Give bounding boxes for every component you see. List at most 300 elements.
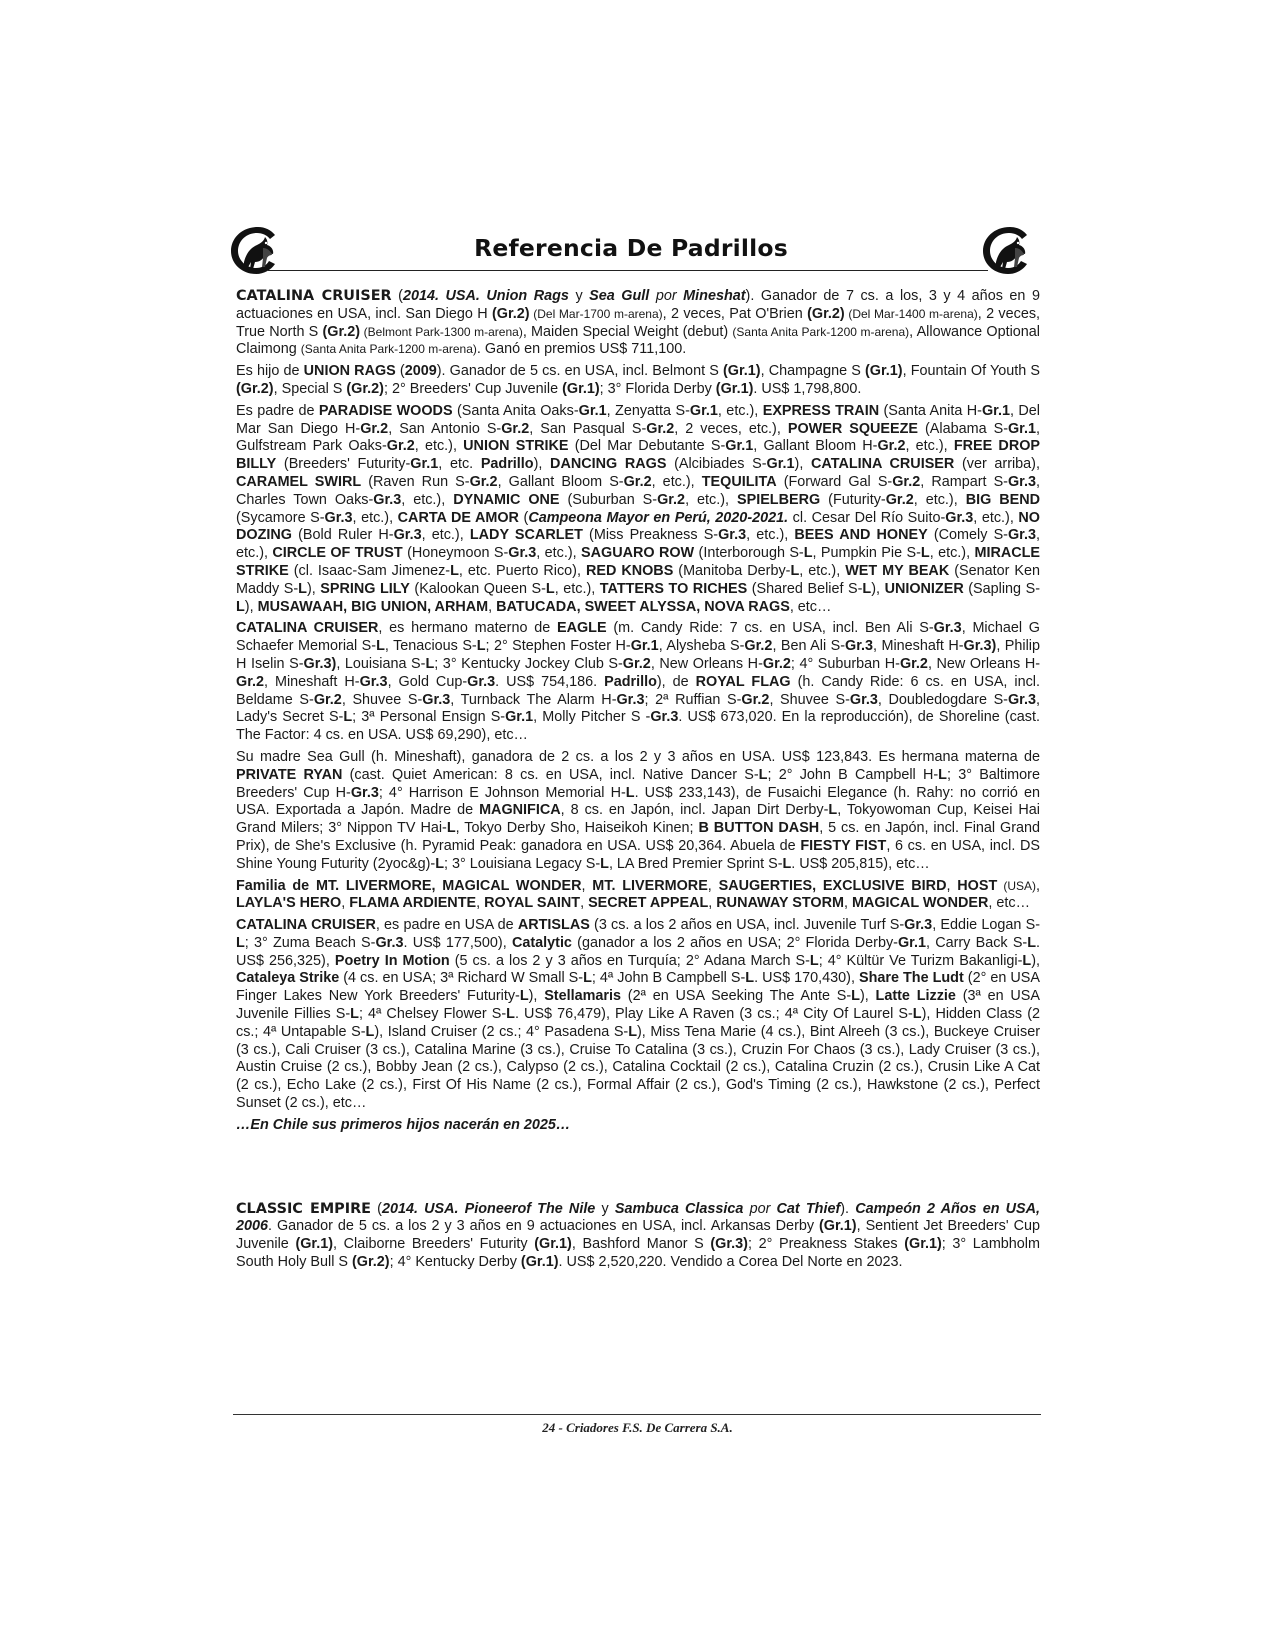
text-run-b: (Gr.2) — [236, 380, 274, 397]
text-run: (Comely S- — [927, 527, 1008, 544]
text-run-b: UNION RAGS — [303, 363, 396, 380]
text-run: ), Miss Tena Marie (4 cs.), Bint Alreeh (3 cs.), Buckeye Cruiser (3 cs.), Cali Cruiser (3 cs.), Catalina Marine (3 cs.), Cruise To Catalina (3 cs.), Cruzin For Chaos (3 cs.), Lady Cruiser (3 cs.), Austin Cruise (2 cs.), Bobby Jean (2 cs.), Calypso (2 cs.), Catalina Cocktail (2 cs.), Catalina Cruzin (2 cs.), Crusin Like A Cat (2 cs.), Echo Lake (2 cs.), First Of His Name (2 cs.), Formal Affair (2 cs.), God's Timing (2 cs.), Hawkstone (2 cs.), Perfect Sunset (2 cs.), etc… — [236, 1023, 1040, 1112]
text-run: , Gallant Bloom S- — [497, 473, 624, 490]
text-run: ), — [244, 598, 258, 615]
text-run: , New Orleans H- — [927, 655, 1041, 672]
text-run-bi: 2014. USA. Union Rags — [402, 288, 569, 304]
text-run-b: Familia de MT. LIVERMORE, MAGICAL WONDER — [236, 877, 582, 894]
classic-empire-summary — [236, 1201, 1040, 1272]
text-run: ), de — [656, 673, 696, 690]
text-run: , Fountain Of Youth S — [902, 363, 1041, 380]
text-run: ), — [533, 456, 551, 473]
text-run: . US$ 205,815), etc… — [791, 855, 930, 872]
text-run-b: Gr.2 — [892, 473, 921, 490]
text-run-b: (Gr.1) — [865, 363, 903, 380]
text-run: , Bashford Manor S — [571, 1236, 711, 1253]
text-run-b: Gr.3) — [963, 638, 997, 655]
header-divider — [268, 270, 988, 271]
text-run-b: Padrillo — [604, 673, 657, 690]
text-run: , Tokyo Derby Sho, Haiseikoh Kinen; — [455, 820, 699, 837]
text-run-b: L — [476, 638, 486, 655]
text-run: , etc.), — [913, 491, 966, 508]
text-run-b: FIESTY FIST — [800, 837, 887, 854]
text-run-b: CATALINA CRUISER — [236, 620, 379, 637]
text-run: (cl. Isaac-Sam Jimenez- — [288, 562, 451, 579]
text-run-b: Gr.3 — [904, 917, 933, 934]
text-run: ( — [371, 1200, 382, 1217]
text-run-b: L — [365, 1023, 375, 1040]
text-run-b: Gr.3 — [845, 638, 874, 655]
page-title: Referencia De Padrillos — [474, 234, 788, 262]
text-run-b: L — [803, 545, 813, 562]
text-run: ), — [306, 580, 321, 597]
text-run-b: Gr.1 — [689, 402, 718, 419]
text-run-b: Poetry In Motion — [334, 952, 450, 969]
text-run-bi: Campeona Mayor en Perú, 2020-2021. — [528, 509, 789, 526]
text-run-b: Gr.2 — [899, 655, 928, 672]
text-run-b: Padrillo — [480, 456, 534, 473]
text-run: , Louisiana S- — [336, 655, 426, 672]
sire-progeny-paragraph — [236, 403, 1040, 617]
text-run: , 6 cs. en USA, incl. DS Shine Young Futurity (2yoc&g)- — [236, 837, 1040, 872]
text-run-b: L — [583, 970, 592, 987]
text-run-b: LADY SCARLET — [469, 527, 583, 544]
text-run: (Bold Ruler H- — [291, 527, 394, 544]
text-run-b: Gr.2 — [313, 691, 342, 708]
text-run: (Sycamore S- — [236, 509, 325, 526]
text-run-b: Gr.3 — [650, 709, 679, 726]
text-run: , Special S — [273, 380, 347, 397]
text-run: , 5 cs. en Japón, incl. Final Grand Prix), de She's Exclusive (h. Pyramid Peak: ganadora en USA. US$ 20,364. Abuela de — [236, 820, 1041, 854]
text-run-b: L — [625, 784, 635, 801]
text-run: ; 3° Louisiana Legacy S- — [443, 855, 601, 872]
text-run-b: Gr.1 — [725, 438, 754, 455]
sire-paragraph — [236, 363, 1040, 399]
text-run-b: HOST — [957, 877, 998, 894]
text-run: , Tenacious S- — [384, 638, 477, 655]
text-run: , etc. Puerto Rico), — [458, 562, 586, 579]
text-run: , etc.), — [352, 509, 398, 526]
text-run: (4 cs. en USA; 3ª Richard W Small S- — [339, 970, 584, 987]
text-run: (ver arriba), — [954, 456, 1040, 473]
text-run-b: Latte Lizzie — [875, 988, 956, 1005]
text-run: ; 2° John B Campbell H- — [767, 766, 939, 783]
text-run-b: SPIELBERG — [737, 491, 821, 508]
text-run: , Allowance Optional Claimong — [236, 323, 1040, 358]
text-run: ; 4ª Chelsey Flower S- — [358, 1006, 507, 1023]
text-run: (h. Candy Ride: 6 cs. en USA, incl. Beldame S- — [236, 673, 1040, 708]
text-run: ( — [395, 363, 405, 380]
horse-logo-icon — [980, 224, 1034, 276]
text-run: , Doubledogdare S- — [877, 691, 1008, 708]
text-run-b: L — [628, 1023, 638, 1040]
text-run: , Gold Cup- — [387, 673, 468, 690]
text-run-b: PARADISE WOODS — [318, 402, 453, 419]
dam-paragraph — [236, 749, 1040, 874]
text-run: (3 cs. a los 2 años en USA, incl. Juvenile Turf S- — [589, 917, 905, 934]
text-run: , Alysheba S- — [658, 638, 745, 655]
text-run-b: L — [350, 1006, 359, 1023]
text-run: , Carry Back S- — [925, 934, 1028, 951]
text-run-b: ROYAL FLAG — [695, 673, 791, 690]
text-run: , — [341, 895, 350, 912]
text-run: ), — [528, 988, 545, 1005]
text-run-b: L — [851, 988, 860, 1005]
text-run-b: RUNAWAY STORM — [716, 895, 844, 912]
text-run: (Sapling S- — [963, 580, 1040, 597]
text-run: , Turnback The Alarm H- — [450, 691, 617, 708]
text-run: ( — [391, 288, 403, 304]
text-run-b: L — [745, 970, 755, 987]
text-run: ; 3ª Personal Ensign S- — [352, 709, 506, 726]
text-run-i: por — [649, 288, 684, 304]
text-run: , etc.), — [536, 545, 582, 562]
text-run: ; 3° Zuma Beach S- — [244, 934, 376, 951]
text-run: y — [595, 1200, 615, 1217]
text-run: , etc.), — [746, 527, 795, 544]
text-run-sm: (Belmont Park-1300 m-arena) — [360, 324, 523, 339]
text-run: . US$ 76,479), Play Like A Raven (3 cs.; 4ª City Of Laurel S- — [514, 1006, 913, 1023]
text-run: , San Pasqual S- — [529, 420, 647, 437]
text-run: (Santa Anita H- — [879, 402, 982, 419]
text-run-b: WET MY BEAK — [845, 562, 950, 579]
text-run-b: Gr.3 — [373, 491, 402, 508]
text-run: (Manitoba Derby- — [673, 562, 791, 579]
text-run-b: CIRCLE OF TRUST — [272, 545, 403, 562]
text-run: , Del Mar San Diego H- — [236, 402, 1040, 437]
text-run-b: Gr.2 — [386, 438, 415, 455]
text-run: Es hijo de — [236, 363, 304, 380]
text-run-b: L — [1027, 934, 1037, 951]
text-run: , etc.), — [401, 491, 454, 508]
text-run: , etc. — [438, 456, 481, 473]
text-run: , — [488, 598, 497, 615]
text-run: , 8 cs. en Japón, incl. Japan Dirt Derby- — [560, 802, 829, 819]
text-run-b: L — [782, 855, 792, 872]
text-run-b: Gr.2 — [877, 438, 906, 455]
text-run: (m. Candy Ride: 7 cs. en USA, incl. Ben Ali S- — [606, 620, 934, 637]
text-run: , Champagne S — [760, 363, 866, 380]
text-run-b: BATUCADA, SWEET ALYSSA, NOVA RAGS — [496, 598, 790, 615]
text-run-b: Gr.2 — [741, 691, 770, 708]
text-run-sm: (Del Mar-1700 m-arena) — [529, 306, 663, 321]
text-run: ; 4ª John B Campbell S- — [591, 970, 746, 987]
text-run: , Pumpkin Pie S- — [812, 545, 921, 562]
text-run: , 2 veces, Pat O'Brien — [662, 305, 808, 322]
text-run: ; 2° Breeders' Cup Juvenile — [383, 380, 563, 397]
text-run: , — [843, 895, 852, 912]
text-run-b: Gr.1 — [1007, 420, 1036, 437]
text-run-b: L — [298, 580, 307, 597]
text-run: . US$ 2,520,220. Vendido a Corea Del Norte en 2023. — [558, 1254, 903, 1271]
text-run: ; 3° Lambholm South Holy Bull S — [236, 1236, 1040, 1271]
text-run-b: MUSAWAAH, BIG UNION, ARHAM — [257, 598, 489, 615]
article-body — [236, 288, 1040, 1276]
text-run: (2° en USA Finger Lakes New York Breeders' Futurity- — [236, 970, 1040, 1005]
text-run: , es padre en USA de — [375, 917, 518, 934]
text-run-b: Gr.3 — [422, 691, 451, 708]
text-run-b: SAUGERTIES, EXCLUSIVE BIRD — [718, 877, 947, 894]
text-run-b: EAGLE — [557, 620, 607, 637]
text-run-b: CARTA DE AMOR — [397, 509, 519, 526]
text-run: , LA Bred Premier Sprint S- — [608, 855, 783, 872]
text-run: Su madre Sea Gull (h. Mineshaft), ganadora de 2 cs. a los 2 y 3 años en USA. US$ 123,843. Es hermana materna de — [236, 748, 1040, 765]
text-run-b: L — [450, 562, 459, 579]
text-run-b: L — [920, 545, 930, 562]
text-run: (Breeders' Futurity- — [276, 456, 411, 473]
text-run-b: Gr.3 — [1007, 473, 1036, 490]
text-run: , etc.), — [236, 527, 1040, 562]
text-run: , etc… — [789, 598, 832, 615]
text-run-b: L — [236, 598, 245, 615]
text-run-b: Gr.3 — [375, 934, 404, 951]
text-run-b: Gr.2 — [360, 420, 389, 437]
text-run-b: Gr.3 — [467, 673, 496, 690]
text-run: (Futurity- — [820, 491, 886, 508]
text-run-b: (Gr.2) — [346, 380, 384, 397]
text-run: , Shuvee S- — [769, 691, 850, 708]
text-run: (Alabama S- — [918, 420, 1008, 437]
text-run-b: Gr.3 — [508, 545, 537, 562]
text-run-b: Gr.2 — [646, 420, 675, 437]
text-run: , etc.), — [799, 562, 846, 579]
text-run: Es padre de — [236, 402, 319, 419]
text-run: ; 2° Preakness Stakes — [747, 1236, 905, 1253]
text-run-b: (Gr.1) — [819, 1218, 857, 1235]
text-run: ; 2ª Ruffian S- — [644, 691, 742, 708]
text-run-sm: (USA) — [997, 878, 1037, 893]
text-run: , 2 veces, True North S — [236, 305, 1041, 340]
text-run: , — [476, 895, 485, 912]
footer-divider — [233, 1414, 1041, 1415]
text-run-b: CARAMEL SWIRL — [236, 473, 362, 490]
text-run: ). — [840, 1200, 856, 1217]
text-run-b: Gr.3 — [393, 527, 422, 544]
text-run-b: BIG BEND — [965, 491, 1041, 508]
text-run-b: Gr.3) — [303, 655, 337, 672]
text-run: (Suburban S- — [559, 491, 658, 508]
text-run-b: ARTISLAS — [517, 917, 590, 934]
text-run-b: L — [938, 766, 947, 783]
text-run-b: PRIVATE RYAN — [236, 766, 343, 783]
text-run: , Tokyowoman Cup, Keisei Hai Grand Milers; 3° Nippon TV Hai- — [236, 802, 1040, 837]
text-run-b: L — [809, 952, 819, 969]
text-run-b: (Gr.2) — [351, 1254, 390, 1271]
text-run: , Gulfstream Park Oaks- — [236, 420, 1040, 455]
text-run: (Alcibiades S- — [666, 456, 767, 473]
text-run-b: L — [343, 709, 353, 726]
text-run-b: FLAMA ARDIENTE — [349, 895, 477, 912]
text-run-b: Gr.3 — [849, 691, 878, 708]
text-run: , etc.), — [414, 438, 464, 455]
text-run: (Santa Anita Oaks- — [452, 402, 579, 419]
text-run: , Mineshaft H- — [264, 673, 360, 690]
text-run: , — [580, 895, 589, 912]
text-run: ; 3° Kentucky Jockey Club S- — [434, 655, 623, 672]
text-run: , Ben Ali S- — [772, 638, 846, 655]
text-run-b: L — [758, 766, 768, 783]
text-run-b: Gr.1 — [578, 402, 607, 419]
text-run: , Molly Pitcher S - — [533, 709, 651, 726]
text-run-sm: (Santa Anita Park-1200 m-arena) — [732, 324, 910, 339]
text-run: , Michael G Schaefer Memorial S- — [236, 620, 1040, 655]
text-run: (Senator Ken Maddy S- — [236, 562, 1040, 597]
text-run-b: L — [446, 820, 456, 837]
text-run-bi: 2014. USA. Pioneerof The Nile — [381, 1200, 596, 1217]
text-run-b: (Gr.1) — [520, 1254, 559, 1271]
text-run-b: Gr.3 — [350, 784, 379, 801]
text-run-b: UNIONIZER — [884, 580, 964, 597]
text-run: . US$ 673,020. En la reproducción), de Shoreline (cast. The Factor: 4 cs. en USA. US$ 69,290), etc… — [236, 709, 1040, 744]
text-run: , Zenyatta S- — [606, 402, 690, 419]
text-run-b: L — [600, 855, 609, 872]
text-run-b: Gr.1 — [897, 934, 926, 951]
text-run-b: DANCING RAGS — [550, 456, 667, 473]
text-run: , Shuvee S- — [341, 691, 423, 708]
text-run: ), — [794, 456, 811, 473]
text-run: (Del Mar Debutante S- — [568, 438, 726, 455]
text-run: , — [581, 877, 593, 894]
text-run-b: Gr.2 — [657, 491, 686, 508]
text-run-bi: Campeón 2 Años en USA, 2006 — [236, 1200, 1041, 1235]
text-run-b: CATALINA CRUISER — [811, 456, 955, 473]
text-run-b: POWER SQUEEZE — [787, 420, 918, 437]
text-run: , etc… — [988, 895, 1030, 912]
text-run-b: L — [862, 580, 872, 597]
text-run: , — [1036, 877, 1041, 894]
text-run: y — [568, 288, 590, 304]
text-run: . Ganador de 5 cs. a los 2 y 3 años en 9 actuaciones en USA, incl. Arkansas Derby — [268, 1218, 820, 1235]
text-run-b: SAGUARO ROW — [581, 545, 695, 562]
text-run: , etc.), — [651, 473, 702, 490]
text-run: (5 cs. a los 2 y 3 años en Turquía; 2° Adana March S- — [449, 952, 810, 969]
text-run: (Interborough S- — [694, 545, 804, 562]
text-run: , etc.), — [685, 491, 738, 508]
text-run: (Miss Preakness S- — [582, 527, 719, 544]
text-run-b: DYNAMIC ONE — [453, 491, 560, 508]
text-run-b: SECRET APPEAL — [588, 895, 709, 912]
text-run-b: L — [519, 988, 529, 1005]
text-run: (3ª en USA Juvenile Fillies S- — [236, 988, 1040, 1023]
text-run-b: L — [790, 562, 800, 579]
text-run-b: Gr.3 — [1007, 527, 1036, 544]
text-run: , Sentient Jet Breeders' Cup Juvenile — [236, 1218, 1040, 1253]
text-run-b: Gr.2 — [622, 655, 651, 672]
text-run-b: TEQUILITA — [701, 473, 777, 490]
text-run-b: (Gr.1) — [562, 380, 600, 397]
text-run-b: L — [506, 1006, 515, 1023]
text-run-b: Gr.2 — [744, 638, 773, 655]
text-run-b: Gr.2 — [762, 655, 791, 672]
text-run-b: Gr.3 — [359, 673, 388, 690]
text-run-b: Gr.1 — [981, 402, 1010, 419]
text-run: ; 4° Harrison E Johnson Memorial H- — [378, 784, 626, 801]
text-run: . US$ 170,430), — [754, 970, 859, 987]
text-run: . US$ 233,143), de Fusaichi Elegance (h. Rahy: no corrió en USA. Exportada a Japón. Madre de — [236, 784, 1040, 819]
text-run-b: Gr.3 — [718, 527, 747, 544]
text-run-b: (Gr.1) — [534, 1236, 572, 1253]
text-run: ; 4° Suburban H- — [790, 655, 900, 672]
text-run: (ganador a los 2 años en USA; 2° Florida Derby- — [571, 934, 898, 951]
text-run-bi: Mineshat — [683, 288, 746, 304]
text-run-bi: Sea Gull — [589, 288, 650, 304]
text-run-b: ROYAL SAINT — [484, 895, 581, 912]
text-run: , Lady's Secret S- — [236, 691, 1040, 726]
text-run: , 2 veces, etc.), — [674, 420, 788, 437]
text-run: ( — [518, 509, 529, 526]
text-run: (Raven Run S- — [361, 473, 470, 490]
text-run-bi: Cat Thief — [776, 1200, 841, 1217]
page-footer: 24 - Criadores F.S. De Carrera S.A. — [542, 1420, 733, 1435]
text-run: ), Island Cruiser (2 cs.; 4° Pasadena S- — [374, 1023, 629, 1040]
text-run-b: MT. LIVERMORE — [592, 877, 708, 894]
text-run: , Claiborne Breeders' Futurity — [333, 1236, 535, 1253]
text-run-b: (Gr.2) — [322, 323, 361, 340]
text-run-b: Gr.3 — [1007, 691, 1036, 708]
text-run: ), — [871, 580, 885, 597]
text-run: ; 3° Florida Derby — [599, 380, 716, 397]
progeny-paragraph — [236, 917, 1040, 1113]
text-run: , etc.), — [973, 509, 1019, 526]
text-run-b: Gr.1 — [766, 456, 795, 473]
text-run-i: por — [743, 1200, 777, 1217]
text-run: ; 2° Stephen Foster H- — [485, 638, 631, 655]
text-run: , Gallant Bloom H- — [753, 438, 878, 455]
closing-note: …En Chile sus primeros hijos nacerán en 2025… — [236, 1116, 571, 1133]
text-run-b: L — [236, 934, 245, 951]
text-run-b: Gr.3 — [933, 620, 962, 637]
text-run-b: UNION STRIKE — [463, 438, 569, 455]
text-run: ; 4° Kentucky Derby — [389, 1254, 521, 1271]
text-run: , etc.), — [929, 545, 975, 562]
text-run-b: L — [435, 855, 444, 872]
text-run-b: Gr.3 — [945, 509, 974, 526]
text-run: (2ª en USA Seeking The Ante S- — [621, 988, 852, 1005]
text-run: . US$ 256,325), — [236, 934, 1041, 969]
text-run-b: MAGICAL WONDER — [851, 895, 989, 912]
text-run: ; 4° Kültür Ve Turizm Bakanligi- — [818, 952, 1023, 969]
text-run-sm: (Santa Anita Park-1200 m-arena) — [300, 342, 477, 357]
text-run-b: (Gr.1) — [722, 363, 761, 380]
family-paragraph — [236, 878, 1040, 914]
text-run: , Philip H Iselin S- — [236, 638, 1040, 672]
text-run-b: L — [425, 655, 435, 672]
text-run: , etc.), — [717, 402, 763, 419]
text-run-b: Cataleya Strike — [236, 970, 340, 987]
text-run-b: TATTERS TO RICHES — [599, 580, 748, 597]
text-run-b: Gr.2 — [469, 473, 498, 490]
siblings-paragraph — [236, 620, 1040, 745]
text-run-hb: CATALINA CRUISER — [236, 288, 392, 304]
text-run-hb: CLASSIC EMPIRE — [236, 1200, 371, 1217]
text-run-b: Gr.1 — [410, 456, 439, 473]
text-run: , San Antonio S- — [388, 420, 502, 437]
text-run-b: L — [912, 1006, 922, 1023]
catalina-cruiser-summary — [236, 288, 1040, 359]
text-run-b: SPRING LILY — [320, 580, 410, 597]
text-run-b: MAGNIFICA — [479, 802, 561, 819]
text-run-b: (Gr.1) — [715, 380, 754, 397]
text-run-b: (Gr.1) — [295, 1236, 334, 1253]
text-run: ). Ganador de 7 cs. a los, 3 y 4 años en 9 actuaciones en USA, incl. San Diego H — [236, 288, 1040, 322]
text-run: , Rampart S- — [920, 473, 1008, 490]
text-run-b: Gr.3 — [324, 509, 353, 526]
text-run: . US$ 177,500), — [403, 934, 512, 951]
text-run: (Forward Gal S- — [776, 473, 893, 490]
text-run-b: L — [1022, 952, 1032, 969]
text-run-b: Gr.2 — [623, 473, 652, 490]
text-run-b: RED KNOBS — [585, 562, 674, 579]
